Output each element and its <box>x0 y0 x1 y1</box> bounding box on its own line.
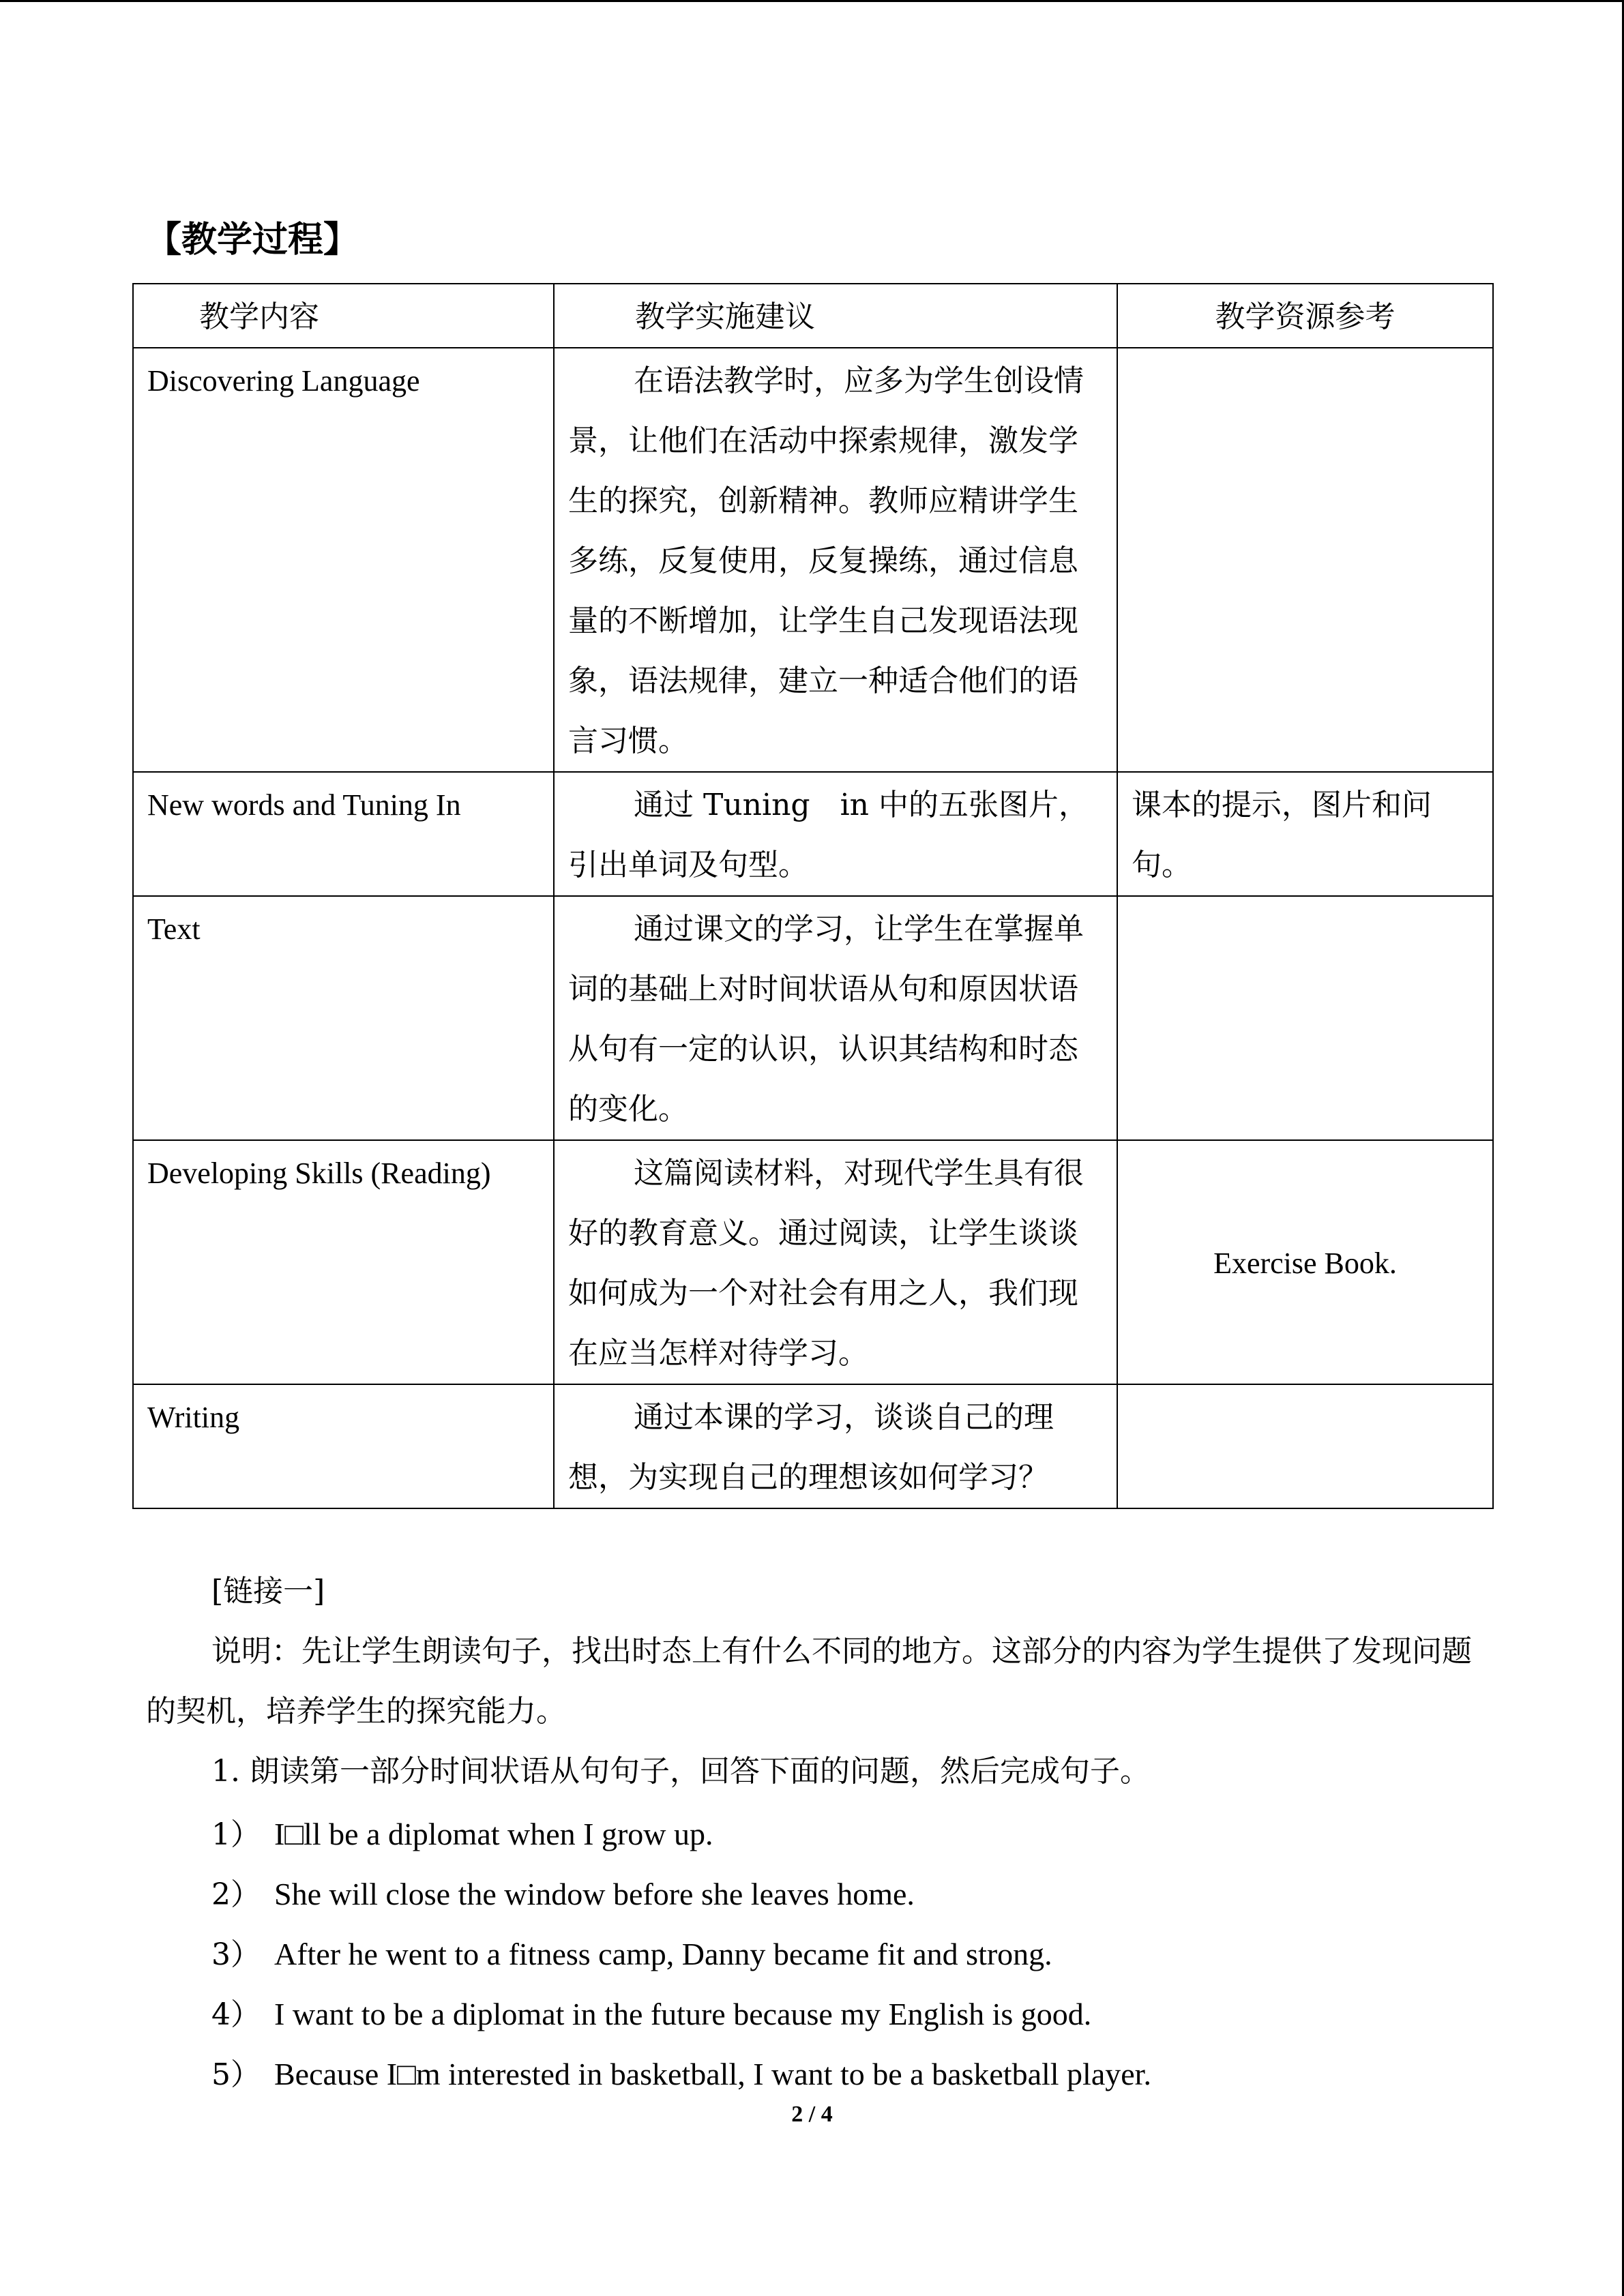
row-suggestion: 通过 Tuning in 中的五张图片，引出单词及句型。 <box>554 772 1117 896</box>
example-sentence <box>211 1804 713 1865</box>
sentence-text: Because I□m interested in basketball, I want to be a basketball player. <box>274 2057 1151 2091</box>
header-resource: 教学资源参考 <box>1117 284 1493 348</box>
section-title: 【教学过程】 <box>146 220 359 260</box>
table-header-row <box>133 284 1493 348</box>
page-number: 2 / 4 <box>791 2102 833 2127</box>
header-suggestion: 教学实施建议 <box>554 284 1117 348</box>
row-suggestion: 这篇阅读材料，对现代学生具有很好的教育意义。通过阅读，让学生谈谈如何成为一个对社会有用之人，我们现在应当怎样对待学习。 <box>554 1140 1117 1384</box>
sentence-number: 1） <box>211 1817 261 1852</box>
example-sentence <box>211 2044 1151 2105</box>
sentence-number: 5） <box>211 2057 261 2092</box>
description-paragraph: 说明：先让学生朗读句子，找出时态上有什么不同的地方。这部分的内容为学生提供了发现问题的契机，培养学生的探究能力。 <box>146 1634 1472 1729</box>
row-resource: 课本的提示，图片和问句。 <box>1117 772 1493 896</box>
header-content: 教学内容 <box>133 284 554 348</box>
teaching-process-table <box>132 283 1494 1509</box>
row-resource <box>1117 1384 1493 1508</box>
row-resource: Exercise Book. <box>1117 1140 1493 1384</box>
table-row <box>133 1384 1493 1508</box>
row-content: Writing <box>133 1384 554 1508</box>
row-suggestion: 通过本课的学习，谈谈自己的理想，为实现自己的理想该如何学习？ <box>554 1384 1117 1508</box>
row-content: Text <box>133 896 554 1140</box>
sentence-text: I want to be a diplomat in the future because my English is good. <box>274 1997 1092 2031</box>
table-row <box>133 1140 1493 1384</box>
row-resource <box>1117 348 1493 772</box>
row-content: Developing Skills (Reading) <box>133 1140 554 1384</box>
table-row <box>133 348 1493 772</box>
row-suggestion: 在语法教学时，应多为学生创设情景，让他们在活动中探索规律，激发学生的探究，创新精神。教师应精讲学生多练，反复使用，反复操练，通过信息量的不断增加，让学生自己发现语法现象，语法规律，建立一种适合他们的语言习惯。 <box>554 348 1117 772</box>
sentence-number: 2） <box>211 1877 261 1912</box>
table-row <box>133 772 1493 896</box>
sentence-number: 3） <box>211 1937 261 1972</box>
row-content: Discovering Language <box>133 348 554 772</box>
link-title: [链接一] <box>211 1574 325 1609</box>
row-resource <box>1117 896 1493 1140</box>
row-suggestion: 通过课文的学习，让学生在掌握单词的基础上对时间状语从句和原因状语从句有一定的认识，认识其结构和时态的变化。 <box>554 896 1117 1140</box>
sentence-text: She will close the window before she leaves home. <box>274 1877 915 1911</box>
table-row <box>133 896 1493 1140</box>
page-border-top <box>0 0 1624 2</box>
sentence-text: After he went to a fitness camp, Danny became fit and strong. <box>274 1937 1052 1971</box>
example-sentence <box>211 1864 915 1925</box>
sentence-number: 4） <box>211 1997 261 2032</box>
sentence-text: I□ll be a diplomat when I grow up. <box>274 1817 713 1851</box>
row-content: New words and Tuning In <box>133 772 554 896</box>
question-1: 1. 朗读第一部分时间状语从句句子，回答下面的问题，然后完成句子。 <box>211 1754 1150 1789</box>
example-sentence <box>211 1924 1052 1985</box>
example-sentence <box>211 1984 1091 2045</box>
